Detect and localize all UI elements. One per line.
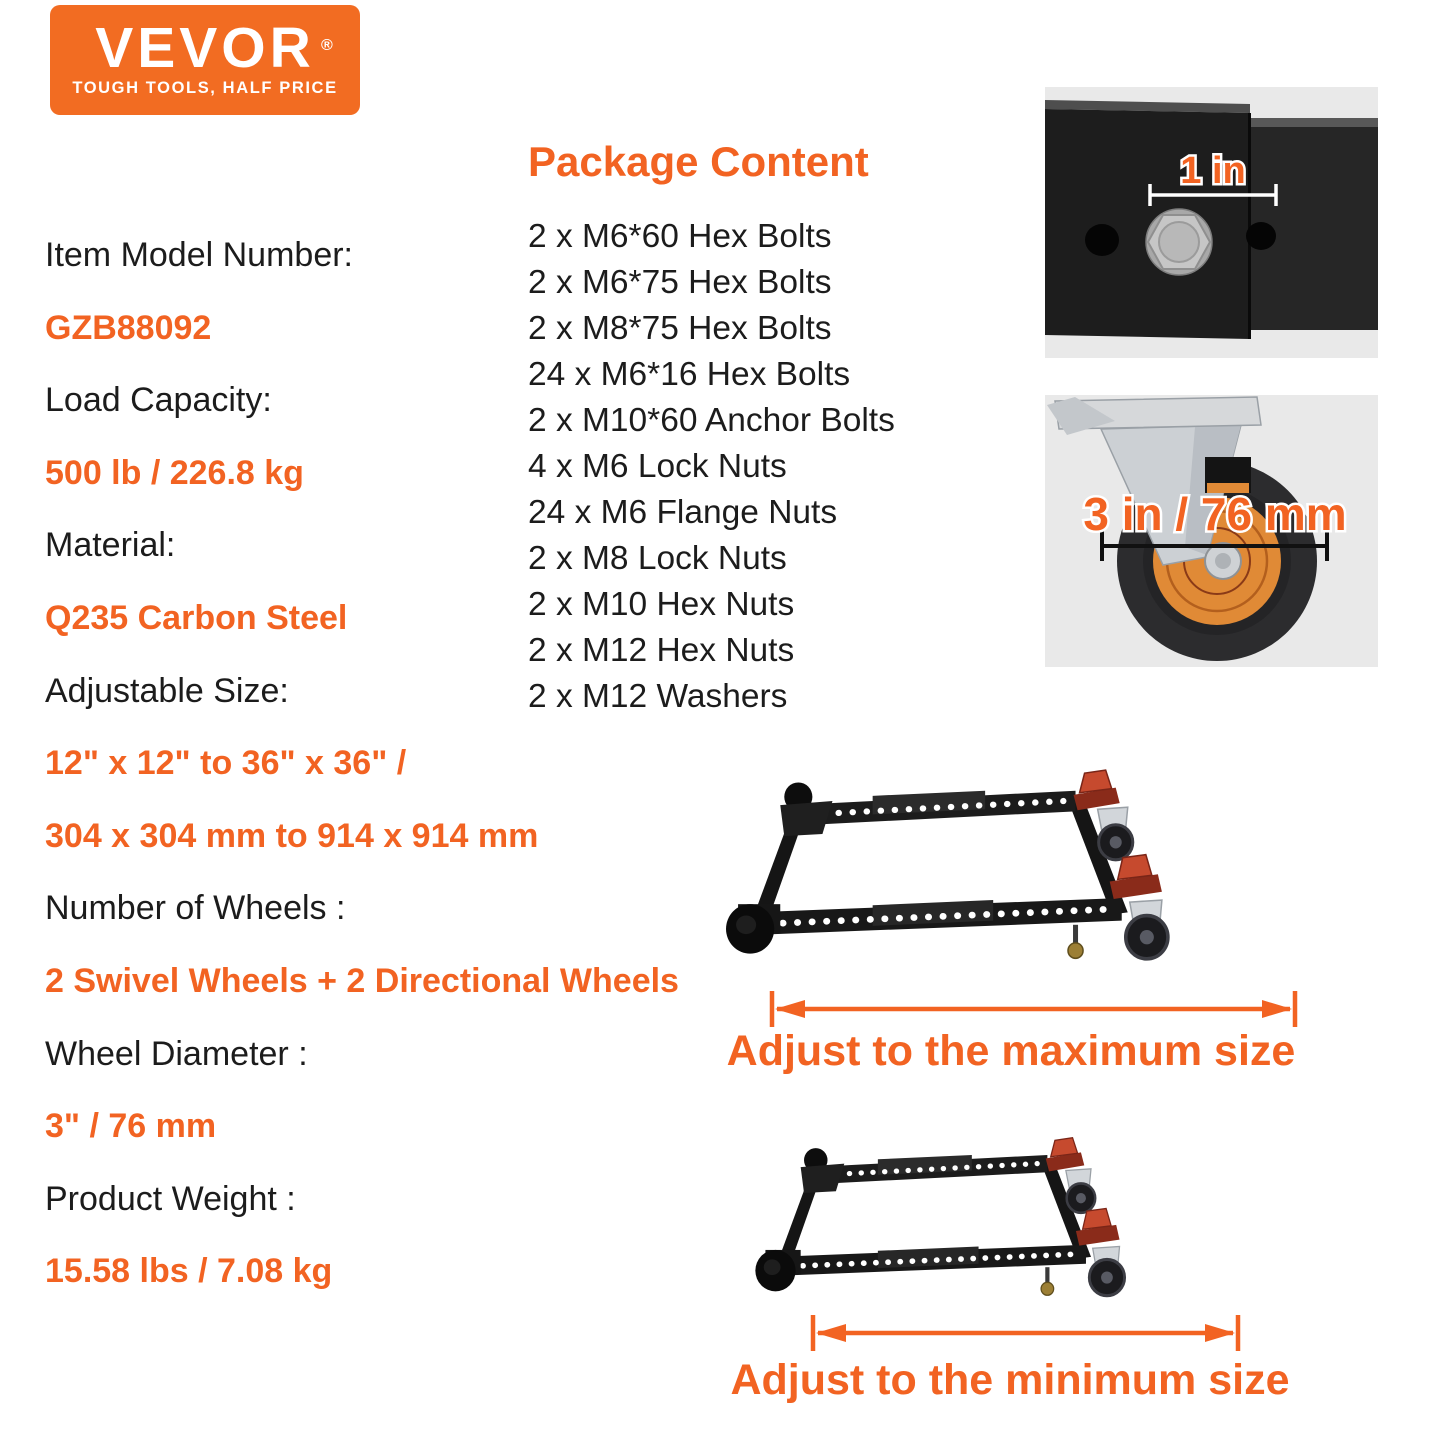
rail-detail-illustration [1045,87,1378,358]
spec-label: Adjustable Size: [45,671,289,710]
package-content-section [528,140,895,720]
registered-mark: ® [320,37,333,54]
package-item: 2 x M12 Washers [528,678,788,715]
package-item: 24 x M6 Flange Nuts [528,494,838,531]
package-item: 4 x M6 Lock Nuts [528,448,787,485]
rail-dimension-label: 1 in [1180,150,1246,192]
package-item: 2 x M6*60 Hex Bolts [528,218,832,255]
spec-value: 2 Swivel Wheels + 2 Directional Wheels [45,961,679,1000]
package-item: 2 x M10 Hex Nuts [528,586,795,623]
vevor-logo [50,5,360,115]
max-size-base-photo [722,768,1184,964]
spec-label: Number of Wheels : [45,889,346,928]
caster-detail-illustration [1045,395,1378,667]
rail-hole [1246,222,1276,250]
spec-label: Item Model Number: [45,236,353,274]
spec-value: 304 x 304 mm to 914 x 914 mm [45,816,539,855]
rail-hole [1085,224,1119,256]
brand-name [95,16,333,80]
package-item: 2 x M8 Lock Nuts [528,540,787,577]
rail-detail-photo [1045,87,1378,358]
min-size-base-photo [752,1136,1138,1300]
caster-detail-photo [1045,395,1378,667]
min-size-caption: Adjust to the minimum size [730,1356,1290,1404]
min-size-dimension-arrow [806,1312,1246,1354]
brand-tagline: TOUGH TOOLS, HALF PRICE [72,79,338,97]
caster-dimension-label: 3 in / 76 mm [1083,488,1347,540]
package-item: 2 x M12 Hex Nuts [528,632,795,669]
spec-value: 15.58 lbs / 7.08 kg [45,1252,333,1291]
max-size-dimension-arrow [765,988,1305,1030]
spec-value: 12" x 12" to 36" x 36" / [45,744,407,783]
package-item: 2 x M10*60 Anchor Bolts [528,402,895,439]
spec-label: Material: [45,526,176,565]
spec-value: 500 lb / 226.8 kg [45,453,304,492]
package-content-title: Package Content [528,138,869,185]
max-size-caption: Adjust to the maximum size [726,1027,1296,1075]
spec-value: GZB88092 [45,308,212,347]
package-item: 2 x M8*75 Hex Bolts [528,310,832,347]
package-content-list [528,214,895,720]
spec-label: Wheel Diameter : [45,1034,308,1073]
hex-bolt [1146,209,1212,275]
spec-label: Load Capacity: [45,381,272,420]
spec-value: Q235 Carbon Steel [45,598,348,637]
package-item: 2 x M6*75 Hex Bolts [528,264,832,301]
package-item: 24 x M6*16 Hex Bolts [528,356,851,393]
spec-label: Product Weight : [45,1179,296,1218]
brand-name-text: VEVOR [95,16,315,80]
spec-value: 3" / 76 mm [45,1107,217,1146]
